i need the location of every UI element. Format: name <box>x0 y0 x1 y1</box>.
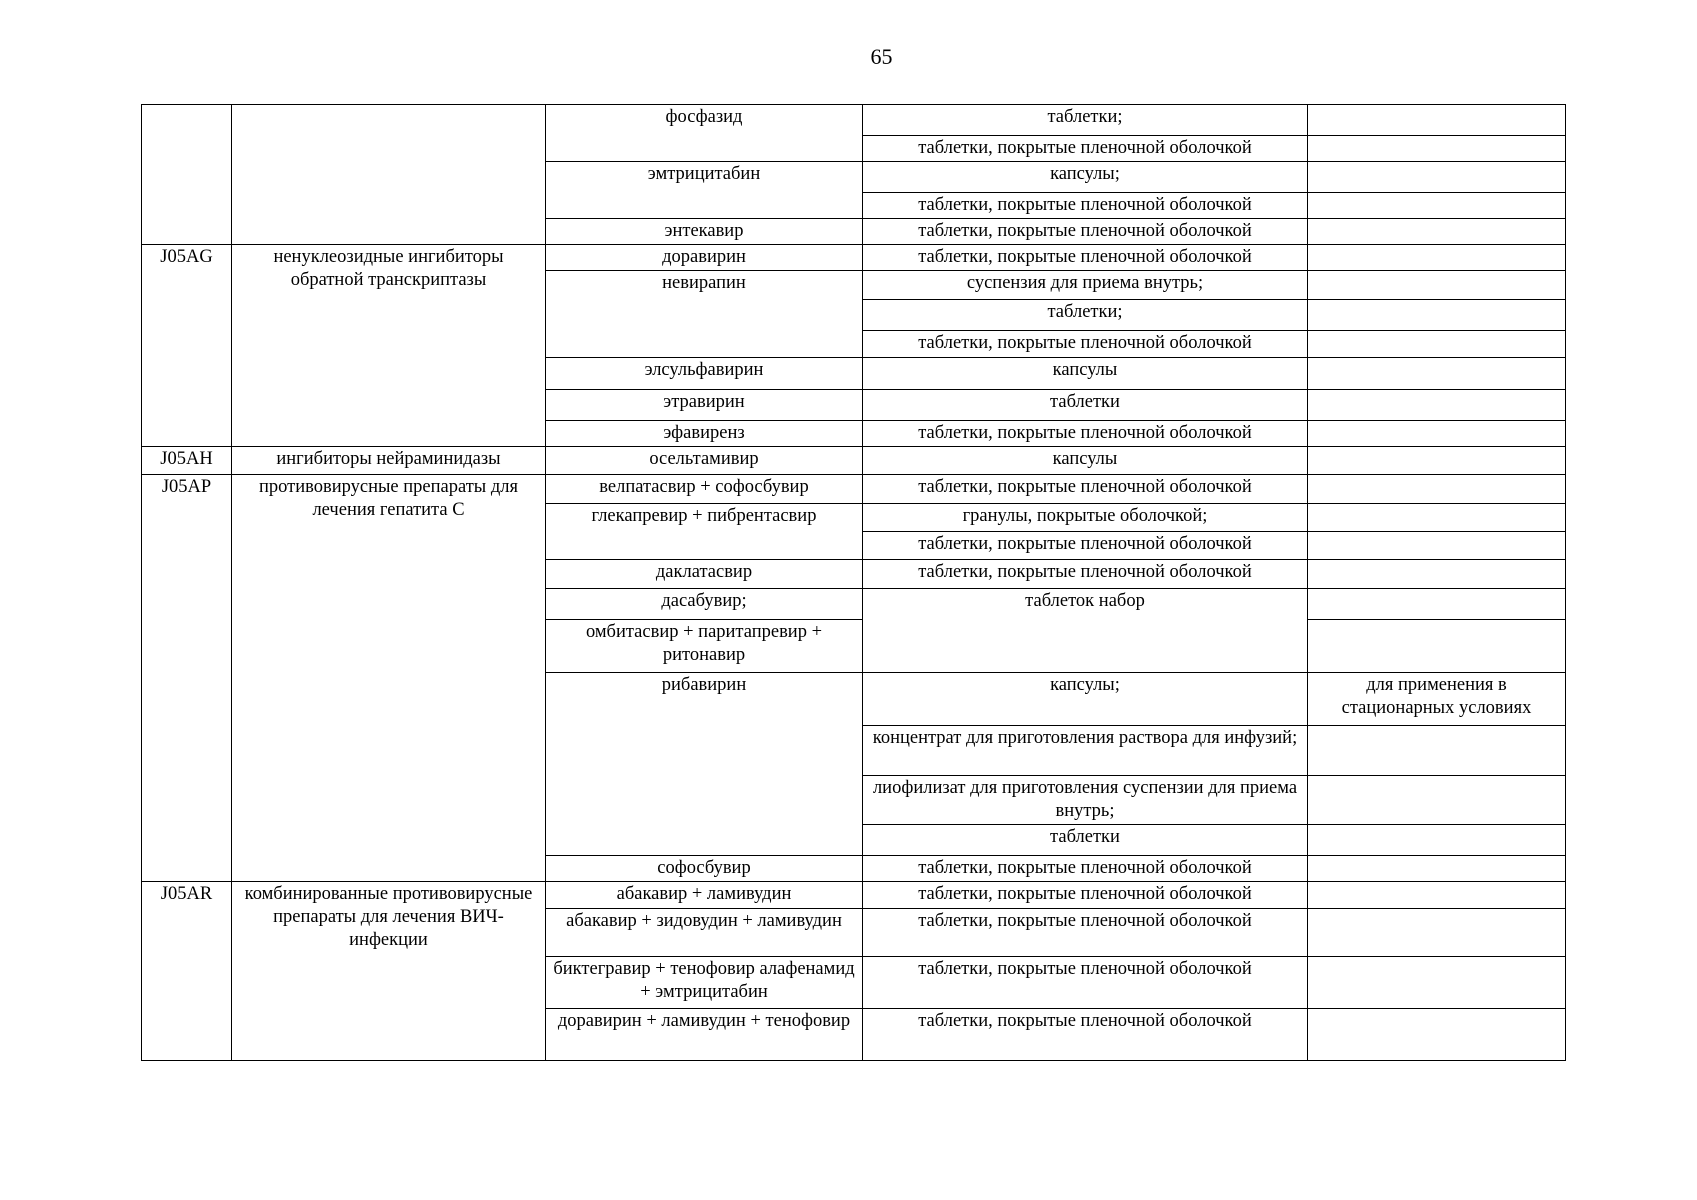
dosage-form-cell: капсулы <box>863 447 1308 475</box>
atc-code-cell: J05AR <box>142 882 232 1061</box>
table-row <box>142 245 1566 271</box>
note-cell <box>1308 504 1566 532</box>
dosage-form-cell: таблеток набор <box>863 589 1308 673</box>
note-cell <box>1308 390 1566 421</box>
note-cell <box>1308 358 1566 390</box>
drug-name-cell: доравирин <box>546 245 863 271</box>
group-name-cell: ненуклеозидные ингибиторы обратной транскриптазы <box>232 245 546 447</box>
note-cell <box>1308 447 1566 475</box>
drug-name-cell: невирапин <box>546 271 863 358</box>
dosage-form-cell: таблетки; <box>863 300 1308 331</box>
drug-name-cell: элсульфавирин <box>546 358 863 390</box>
dosage-form-cell: таблетки, покрытые пленочной оболочкой <box>863 219 1308 245</box>
dosage-form-cell: таблетки, покрытые пленочной оболочкой <box>863 193 1308 219</box>
drug-name-cell: энтекавир <box>546 219 863 245</box>
atc-code-cell <box>142 105 232 245</box>
dosage-form-cell: таблетки, покрытые пленочной оболочкой <box>863 532 1308 560</box>
table-row <box>142 475 1566 504</box>
note-cell <box>1308 245 1566 271</box>
drug-name-cell: этравирин <box>546 390 863 421</box>
atc-code-cell: J05AP <box>142 475 232 882</box>
table-row <box>142 105 1566 136</box>
dosage-form-cell: лиофилизат для приготовления суспензии для приема внутрь; <box>863 776 1308 825</box>
drug-name-cell: абакавир + зидовудин + ламивудин <box>546 909 863 957</box>
atc-code-cell: J05AH <box>142 447 232 475</box>
drug-table <box>141 104 1566 1061</box>
note-cell <box>1308 620 1566 673</box>
dosage-form-cell: таблетки, покрытые пленочной оболочкой <box>863 421 1308 447</box>
note-cell <box>1308 909 1566 957</box>
group-name-cell: комбинированные противовирусные препараты для лечения ВИЧ-инфекции <box>232 882 546 1061</box>
dosage-form-cell: таблетки, покрытые пленочной оболочкой <box>863 957 1308 1009</box>
drug-name-cell: эфавиренз <box>546 421 863 447</box>
note-cell: для применения в стационарных условиях <box>1308 673 1566 726</box>
drug-name-cell: велпатасвир + софосбувир <box>546 475 863 504</box>
dosage-form-cell: таблетки, покрытые пленочной оболочкой <box>863 856 1308 882</box>
drug-name-cell: дасабувир; <box>546 589 863 620</box>
dosage-form-cell: таблетки, покрытые пленочной оболочкой <box>863 909 1308 957</box>
note-cell <box>1308 560 1566 589</box>
note-cell <box>1308 162 1566 193</box>
note-cell <box>1308 726 1566 776</box>
dosage-form-cell: таблетки; <box>863 105 1308 136</box>
dosage-form-cell: суспензия для приема внутрь; <box>863 271 1308 300</box>
dosage-form-cell: таблетки, покрытые пленочной оболочкой <box>863 882 1308 909</box>
note-cell <box>1308 193 1566 219</box>
note-cell <box>1308 475 1566 504</box>
dosage-form-cell: таблетки, покрытые пленочной оболочкой <box>863 136 1308 162</box>
dosage-form-cell: таблетки <box>863 390 1308 421</box>
drug-name-cell: эмтрицитабин <box>546 162 863 219</box>
drug-name-cell: биктегравир + тенофовир алафенамид + эмтрицитабин <box>546 957 863 1009</box>
drug-name-cell: омбитасвир + паритапревир + ритонавир <box>546 620 863 673</box>
drug-name-cell: доравирин + ламивудин + тенофовир <box>546 1009 863 1061</box>
note-cell <box>1308 219 1566 245</box>
note-cell <box>1308 271 1566 300</box>
note-cell <box>1308 882 1566 909</box>
note-cell <box>1308 421 1566 447</box>
drug-name-cell: осельтамивир <box>546 447 863 475</box>
note-cell <box>1308 825 1566 856</box>
table-row <box>142 882 1566 909</box>
dosage-form-cell: капсулы; <box>863 673 1308 726</box>
note-cell <box>1308 957 1566 1009</box>
drug-name-cell: рибавирин <box>546 673 863 856</box>
note-cell <box>1308 105 1566 136</box>
drug-name-cell: даклатасвир <box>546 560 863 589</box>
note-cell <box>1308 776 1566 825</box>
note-cell <box>1308 856 1566 882</box>
drug-name-cell: абакавир + ламивудин <box>546 882 863 909</box>
dosage-form-cell: таблетки, покрытые пленочной оболочкой <box>863 560 1308 589</box>
note-cell <box>1308 532 1566 560</box>
note-cell <box>1308 331 1566 358</box>
group-name-cell: ингибиторы нейраминидазы <box>232 447 546 475</box>
dosage-form-cell: гранулы, покрытые оболочкой; <box>863 504 1308 532</box>
dosage-form-cell: капсулы; <box>863 162 1308 193</box>
dosage-form-cell: таблетки, покрытые пленочной оболочкой <box>863 331 1308 358</box>
note-cell <box>1308 589 1566 620</box>
dosage-form-cell: таблетки, покрытые пленочной оболочкой <box>863 475 1308 504</box>
dosage-form-cell: капсулы <box>863 358 1308 390</box>
note-cell <box>1308 300 1566 331</box>
drug-name-cell: софосбувир <box>546 856 863 882</box>
group-name-cell: противовирусные препараты для лечения гепатита C <box>232 475 546 882</box>
atc-code-cell: J05AG <box>142 245 232 447</box>
note-cell <box>1308 136 1566 162</box>
note-cell <box>1308 1009 1566 1061</box>
dosage-form-cell: таблетки <box>863 825 1308 856</box>
drug-name-cell: глекапревир + пибрентасвир <box>546 504 863 560</box>
page-number: 65 <box>870 44 893 69</box>
table-row <box>142 447 1566 475</box>
drug-name-cell: фосфазид <box>546 105 863 162</box>
dosage-form-cell: таблетки, покрытые пленочной оболочкой <box>863 245 1308 271</box>
group-name-cell <box>232 105 546 245</box>
dosage-form-cell: таблетки, покрытые пленочной оболочкой <box>863 1009 1308 1061</box>
dosage-form-cell: концентрат для приготовления раствора для инфузий; <box>863 726 1308 776</box>
